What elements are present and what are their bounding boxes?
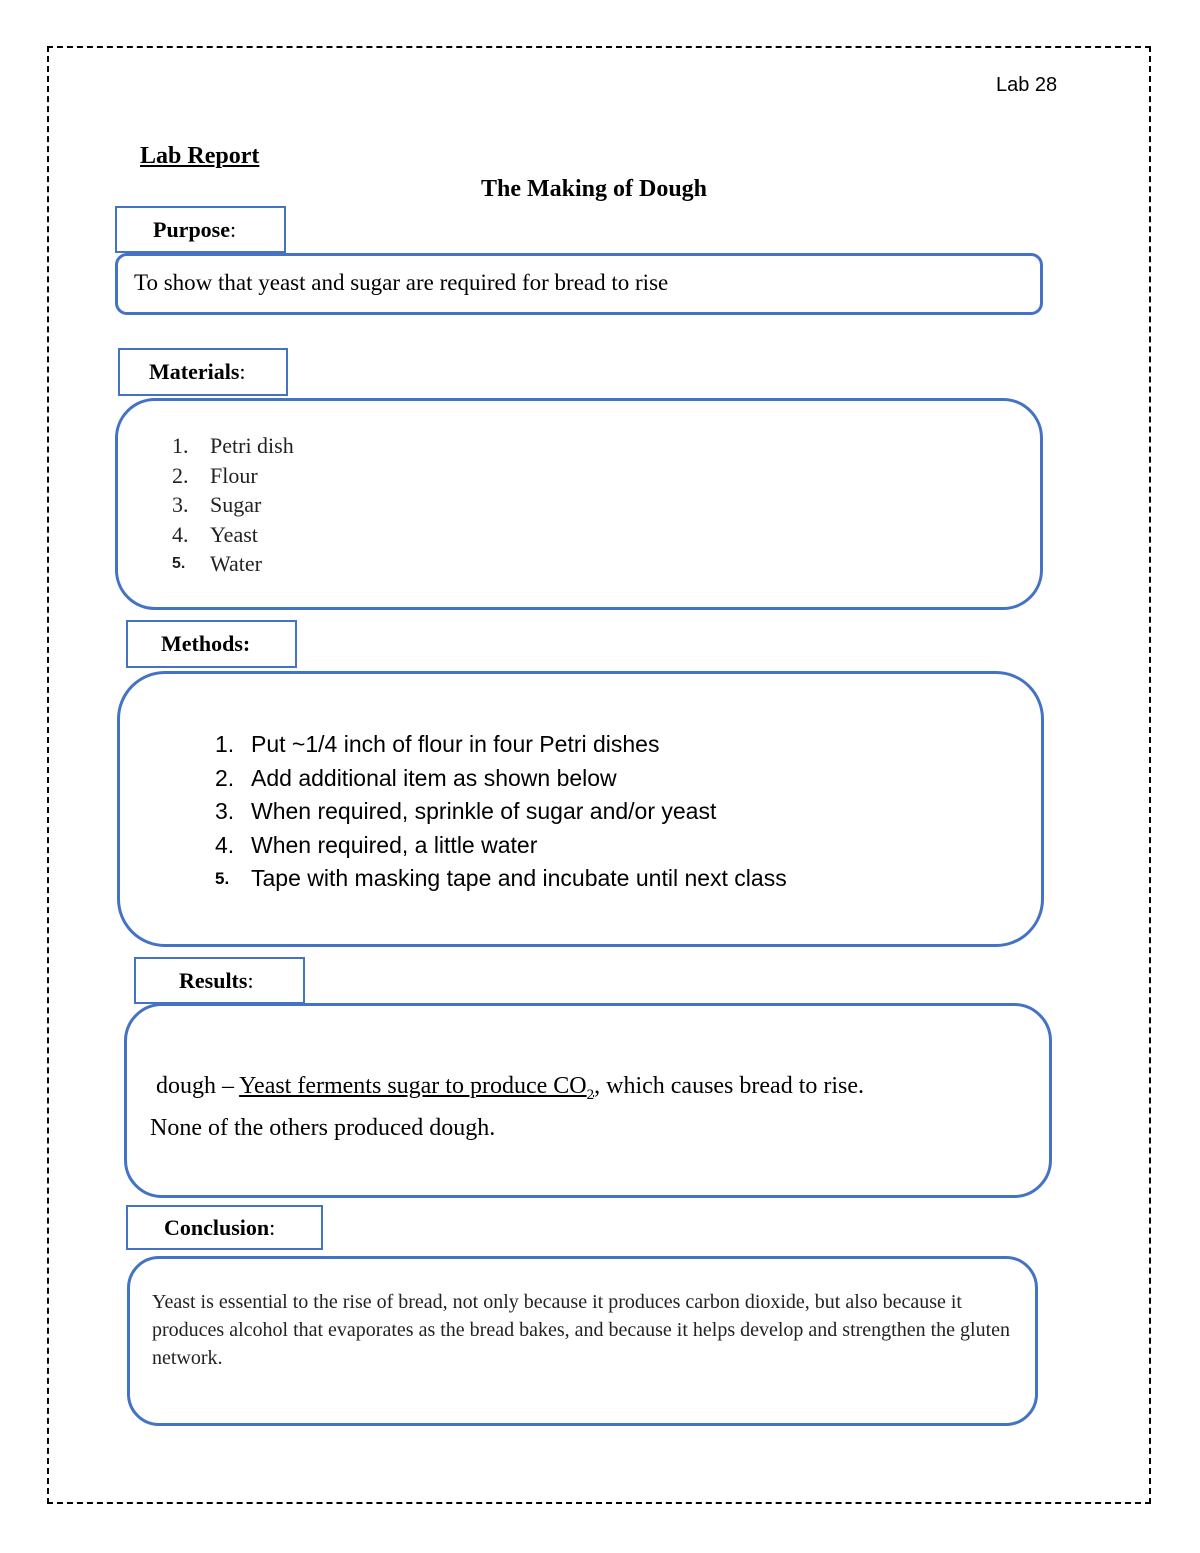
results-line-1 — [150, 1070, 864, 1112]
purpose-colon: : — [230, 216, 237, 242]
conclusion-label: Conclusion — [164, 1214, 270, 1240]
list-number: 1. — [215, 731, 235, 757]
list-number: 4. — [215, 831, 235, 858]
list-item — [215, 795, 787, 829]
lab-number: Lab 28 — [996, 74, 1058, 96]
list-text: Flour — [210, 462, 258, 488]
results-prefix: dough – — [156, 1073, 240, 1099]
results-subscript: 2 — [586, 1086, 595, 1103]
results-colon: : — [247, 967, 254, 993]
list-text: Put ~1/4 inch of flour in four Petri dishes — [251, 731, 660, 757]
document-title: The Making of Dough — [480, 176, 708, 202]
results-suffix: , which causes bread to rise. — [594, 1073, 865, 1099]
list-item — [215, 829, 787, 863]
list-number: 2. — [215, 764, 235, 791]
list-number: 1. — [172, 433, 189, 458]
purpose-label: Purpose — [153, 216, 230, 242]
conclusion-colon: : — [269, 1214, 276, 1240]
list-number: 3. — [215, 798, 235, 824]
results-label-box — [134, 957, 305, 1004]
methods-label: Methods: — [161, 631, 251, 656]
methods-list — [215, 728, 787, 896]
list-text: When required, sprinkle of sugar and/or yeast — [251, 798, 717, 824]
materials-label: Materials — [149, 359, 240, 384]
list-text: Yeast — [210, 521, 258, 547]
results-underlined — [239, 1073, 595, 1103]
results-line-2: None of the others produced dough. — [150, 1114, 496, 1141]
list-number: 2. — [172, 462, 189, 488]
list-text: When required, a little water — [251, 831, 538, 858]
list-number: 4. — [172, 521, 189, 547]
list-item — [172, 520, 294, 550]
list-item — [215, 862, 787, 896]
list-text: Tape with masking tape and incubate until next class — [251, 865, 787, 891]
list-number: 3. — [172, 492, 189, 517]
list-number: 5. — [172, 555, 186, 572]
materials-list — [172, 431, 294, 579]
list-item — [172, 431, 294, 461]
list-item — [215, 728, 787, 762]
list-text: Petri dish — [210, 433, 294, 458]
results-label: Results — [179, 967, 248, 993]
list-number: 5. — [215, 869, 230, 888]
materials-label-box — [118, 348, 288, 396]
list-item — [172, 461, 294, 491]
results-text — [150, 1070, 864, 1145]
purpose-text: To show that yeast and sugar are required for bread to rise — [134, 270, 669, 295]
list-item — [172, 490, 294, 520]
materials-colon: : — [239, 359, 246, 384]
methods-label-box — [126, 620, 297, 668]
conclusion-label-box — [126, 1205, 323, 1250]
list-item — [172, 549, 294, 579]
results-underlined-text: Yeast ferments sugar to produce CO — [239, 1073, 587, 1099]
list-item — [215, 762, 787, 796]
list-text: Sugar — [210, 492, 262, 517]
conclusion-text: Yeast is essential to the rise of bread, not only because it produces carbon dioxide, but also because it produces alcohol that evaporates as the bread bakes, and because it helps develop and strengthen the gluten network. — [152, 1291, 1011, 1369]
report-title: Lab Report — [140, 143, 260, 169]
list-text: Add additional item as shown below — [251, 764, 617, 791]
list-text: Water — [210, 551, 262, 576]
purpose-label-box — [115, 206, 286, 253]
